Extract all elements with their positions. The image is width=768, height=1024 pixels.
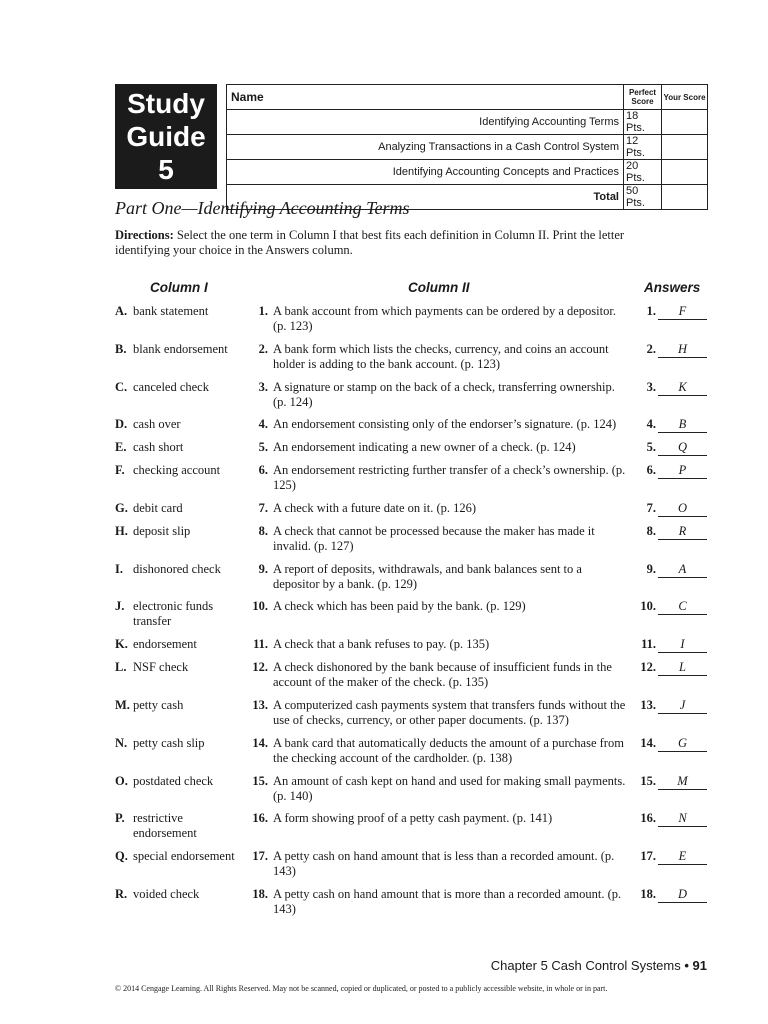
directions: [115, 228, 675, 258]
term-text: cash over: [133, 417, 181, 431]
answer-field[interactable]: F: [658, 304, 707, 320]
term-letter: M.: [115, 698, 130, 712]
definition-text: A signature or stamp on the back of a check, transferring ownership. (p. 124): [273, 380, 615, 409]
term-letter: F.: [115, 463, 125, 477]
your-total-cell[interactable]: [662, 185, 708, 210]
column-1-entry: [115, 417, 250, 432]
answer-number: 2.: [646, 342, 656, 356]
term-text: petty cash: [133, 698, 184, 712]
definition-text: A computerized cash payments system that transfers funds without the use of checks, currency, or other paper documents. (p. 137): [273, 698, 626, 727]
answer-field[interactable]: C: [658, 599, 707, 615]
term-text: endorsement: [133, 637, 197, 651]
badge-line-3: 5: [158, 154, 174, 185]
term-letter: D.: [115, 417, 128, 431]
term-text: checking account: [133, 463, 221, 477]
answer-number: 6.: [646, 463, 656, 477]
term-letter: E.: [115, 440, 127, 454]
term-text: bank statement: [133, 304, 209, 318]
term-text: petty cash slip: [133, 736, 205, 750]
directions-text: Select the one term in Column I that best fits each definition in Column II. Print the letter identifying your choice in the Answers column.: [115, 228, 625, 257]
answer-number: 9.: [646, 562, 656, 576]
answer-field[interactable]: I: [658, 637, 707, 653]
total-points: 50 Pts.: [624, 185, 662, 210]
definition-text: A check with a future date on it. (p. 126): [273, 501, 477, 515]
your-score-cell[interactable]: [662, 135, 708, 160]
answer-field[interactable]: B: [658, 417, 707, 433]
definition-text: A check that cannot be processed because the maker has made it invalid. (p. 127): [273, 524, 595, 553]
definition-text: A form showing proof of a petty cash payment. (p. 141): [273, 811, 553, 825]
term-text: electronic funds transfer: [133, 599, 214, 628]
definition-number: 18.: [252, 887, 268, 901]
answer-number: 1.: [646, 304, 656, 318]
answer-number: 14.: [640, 736, 656, 750]
answer-number: 8.: [646, 524, 656, 538]
definition-text: A bank card that automatically deducts the amount of a purchase from the checking account of the cardholder. (p. 138): [273, 736, 624, 765]
score-row-points: 12 Pts.: [624, 135, 662, 160]
answer-number: 17.: [640, 849, 656, 863]
answer-field[interactable]: L: [658, 660, 707, 676]
column-1-entry: [115, 637, 250, 652]
term-text: deposit slip: [133, 524, 191, 538]
definition-text: An endorsement consisting only of the endorser’s signature. (p. 124): [273, 417, 617, 431]
term-letter: N.: [115, 736, 128, 750]
column-1-entry: [115, 501, 250, 516]
definition-text: A check dishonored by the bank because of insufficient funds in the account of the maker of the check. (p. 135): [273, 660, 612, 689]
term-letter: P.: [115, 811, 125, 825]
column-1-entry: [115, 811, 250, 840]
definition-text: A petty cash on hand amount that is more than a recorded amount. (p. 143): [273, 887, 622, 916]
column-1-entry: [115, 887, 250, 902]
answer-number: 16.: [640, 811, 656, 825]
your-score-header: Your Score: [662, 85, 708, 110]
column-1-entry: [115, 599, 250, 628]
name-label: Name: [231, 90, 264, 104]
score-row-points: 20 Pts.: [624, 160, 662, 185]
term-text: NSF check: [133, 660, 189, 674]
directions-label: Directions:: [115, 228, 174, 242]
answer-field[interactable]: D: [658, 887, 707, 903]
term-letter: O.: [115, 774, 128, 788]
column-1-entry: [115, 524, 250, 539]
definition-number: 10.: [252, 599, 268, 613]
definition-text: A petty cash on hand amount that is less than a recorded amount. (p. 143): [273, 849, 615, 878]
answer-field[interactable]: R: [658, 524, 707, 540]
answer-number: 13.: [640, 698, 656, 712]
score-row-label: Identifying Accounting Concepts and Practices: [227, 160, 624, 185]
column-1-entry: [115, 440, 250, 455]
definition-text: A report of deposits, withdrawals, and bank balances sent to a depositor by a bank. (p. 129): [273, 562, 582, 591]
answer-field[interactable]: H: [658, 342, 707, 358]
definition-text: A bank account from which payments can be ordered by a depositor. (p. 123): [273, 304, 616, 333]
name-field[interactable]: [227, 85, 624, 110]
definition-text: A check that a bank refuses to pay. (p. 135): [273, 637, 490, 651]
answer-number: 11.: [641, 637, 656, 651]
answer-number: 15.: [640, 774, 656, 788]
term-letter: A.: [115, 304, 128, 318]
term-text: postdated check: [133, 774, 214, 788]
score-row-label: Analyzing Transactions in a Cash Control System: [227, 135, 624, 160]
answer-number: 12.: [640, 660, 656, 674]
total-label: Total: [227, 185, 624, 210]
answer-field[interactable]: J: [658, 698, 707, 714]
answer-number: 18.: [640, 887, 656, 901]
definition-number: 2.: [258, 342, 268, 356]
column-2-header: Column II: [408, 280, 470, 295]
answers-header: Answers: [644, 280, 701, 295]
answer-field[interactable]: O: [658, 501, 707, 517]
column-1-entry: [115, 304, 250, 319]
term-text: blank endorsement: [133, 342, 228, 356]
page-number: 91: [692, 958, 707, 973]
term-text: special endorsement: [133, 849, 235, 863]
term-letter: G.: [115, 501, 128, 515]
definition-number: 16.: [252, 811, 268, 825]
term-text: canceled check: [133, 380, 209, 394]
definition-number: 14.: [252, 736, 268, 750]
column-1-entry: [115, 736, 250, 751]
column-1-header: Column I: [150, 280, 208, 295]
answer-number: 3.: [646, 380, 656, 394]
definition-number: 9.: [258, 562, 268, 576]
answer-number: 4.: [646, 417, 656, 431]
term-text: voided check: [133, 887, 200, 901]
definition-number: 1.: [258, 304, 268, 318]
term-letter: K.: [115, 637, 128, 651]
badge-line-2: Guide: [126, 121, 206, 152]
your-score-cell[interactable]: [662, 160, 708, 185]
column-1-entry: [115, 660, 250, 675]
answer-field[interactable]: N: [658, 811, 707, 827]
term-letter: H.: [115, 524, 128, 538]
definition-text: An amount of cash kept on hand and used for making small payments. (p. 140): [273, 774, 626, 803]
definition-text: A check which has been paid by the bank. (p. 129): [273, 599, 526, 613]
definition-number: 11.: [253, 637, 268, 651]
term-text: restrictive endorsement: [133, 811, 197, 840]
perfect-score-header: Perfect Score: [624, 85, 662, 110]
answer-field[interactable]: M: [658, 774, 707, 790]
definition-number: 3.: [258, 380, 268, 394]
definition-number: 17.: [252, 849, 268, 863]
chapter-title: Chapter 5 Cash Control Systems: [490, 958, 681, 973]
definition-number: 5.: [258, 440, 268, 454]
badge-line-1: Study: [127, 88, 205, 119]
column-1-entry: [115, 698, 250, 713]
copyright-notice: © 2014 Cengage Learning. All Rights Reserved. May not be scanned, copied or duplicated, or posted to a publicly accessible website, in whole or in part.: [115, 984, 608, 993]
definition-number: 13.: [252, 698, 268, 712]
definition-number: 15.: [252, 774, 268, 788]
score-row-label: Identifying Accounting Terms: [227, 110, 624, 135]
answer-field[interactable]: Q: [658, 440, 707, 456]
column-1-entry: [115, 562, 250, 577]
term-letter: L.: [115, 660, 127, 674]
answer-field[interactable]: G: [658, 736, 707, 752]
study-guide-badge: [115, 84, 217, 189]
term-letter: R.: [115, 887, 128, 901]
definition-number: 6.: [258, 463, 268, 477]
column-1-entry: [115, 380, 250, 395]
answer-field[interactable]: K: [658, 380, 707, 396]
column-1-entry: [115, 342, 250, 357]
term-text: cash short: [133, 440, 184, 454]
column-1-entry: [115, 774, 250, 789]
term-text: debit card: [133, 501, 183, 515]
footer-bullet: •: [680, 958, 693, 973]
term-letter: B.: [115, 342, 127, 356]
term-letter: J.: [115, 599, 125, 613]
definition-text: An endorsement indicating a new owner of a check. (p. 124): [273, 440, 576, 454]
answer-number: 5.: [646, 440, 656, 454]
answer-field[interactable]: A: [658, 562, 707, 578]
definition-number: 7.: [258, 501, 268, 515]
your-score-cell[interactable]: [662, 110, 708, 135]
answer-field[interactable]: E: [658, 849, 707, 865]
answer-number: 10.: [640, 599, 656, 613]
term-letter: Q.: [115, 849, 128, 863]
answer-number: 7.: [646, 501, 656, 515]
term-text: dishonored check: [133, 562, 221, 576]
definition-text: An endorsement restricting further transfer of a check’s ownership. (p. 125): [273, 463, 626, 492]
column-1-entry: [115, 463, 250, 478]
score-row-points: 18 Pts.: [624, 110, 662, 135]
part-title: Part One—Identifying Accounting Terms: [115, 198, 410, 218]
term-letter: I.: [115, 562, 123, 576]
answer-field[interactable]: P: [658, 463, 707, 479]
footer-chapter: [491, 958, 707, 973]
definition-number: 8.: [258, 524, 268, 538]
score-table: [226, 84, 708, 210]
column-1-entry: [115, 849, 250, 864]
definition-text: A bank form which lists the checks, currency, and coins an account holder is adding to the bank account. (p. 123): [273, 342, 609, 371]
definition-number: 12.: [252, 660, 268, 674]
definition-number: 4.: [258, 417, 268, 431]
term-letter: C.: [115, 380, 128, 394]
